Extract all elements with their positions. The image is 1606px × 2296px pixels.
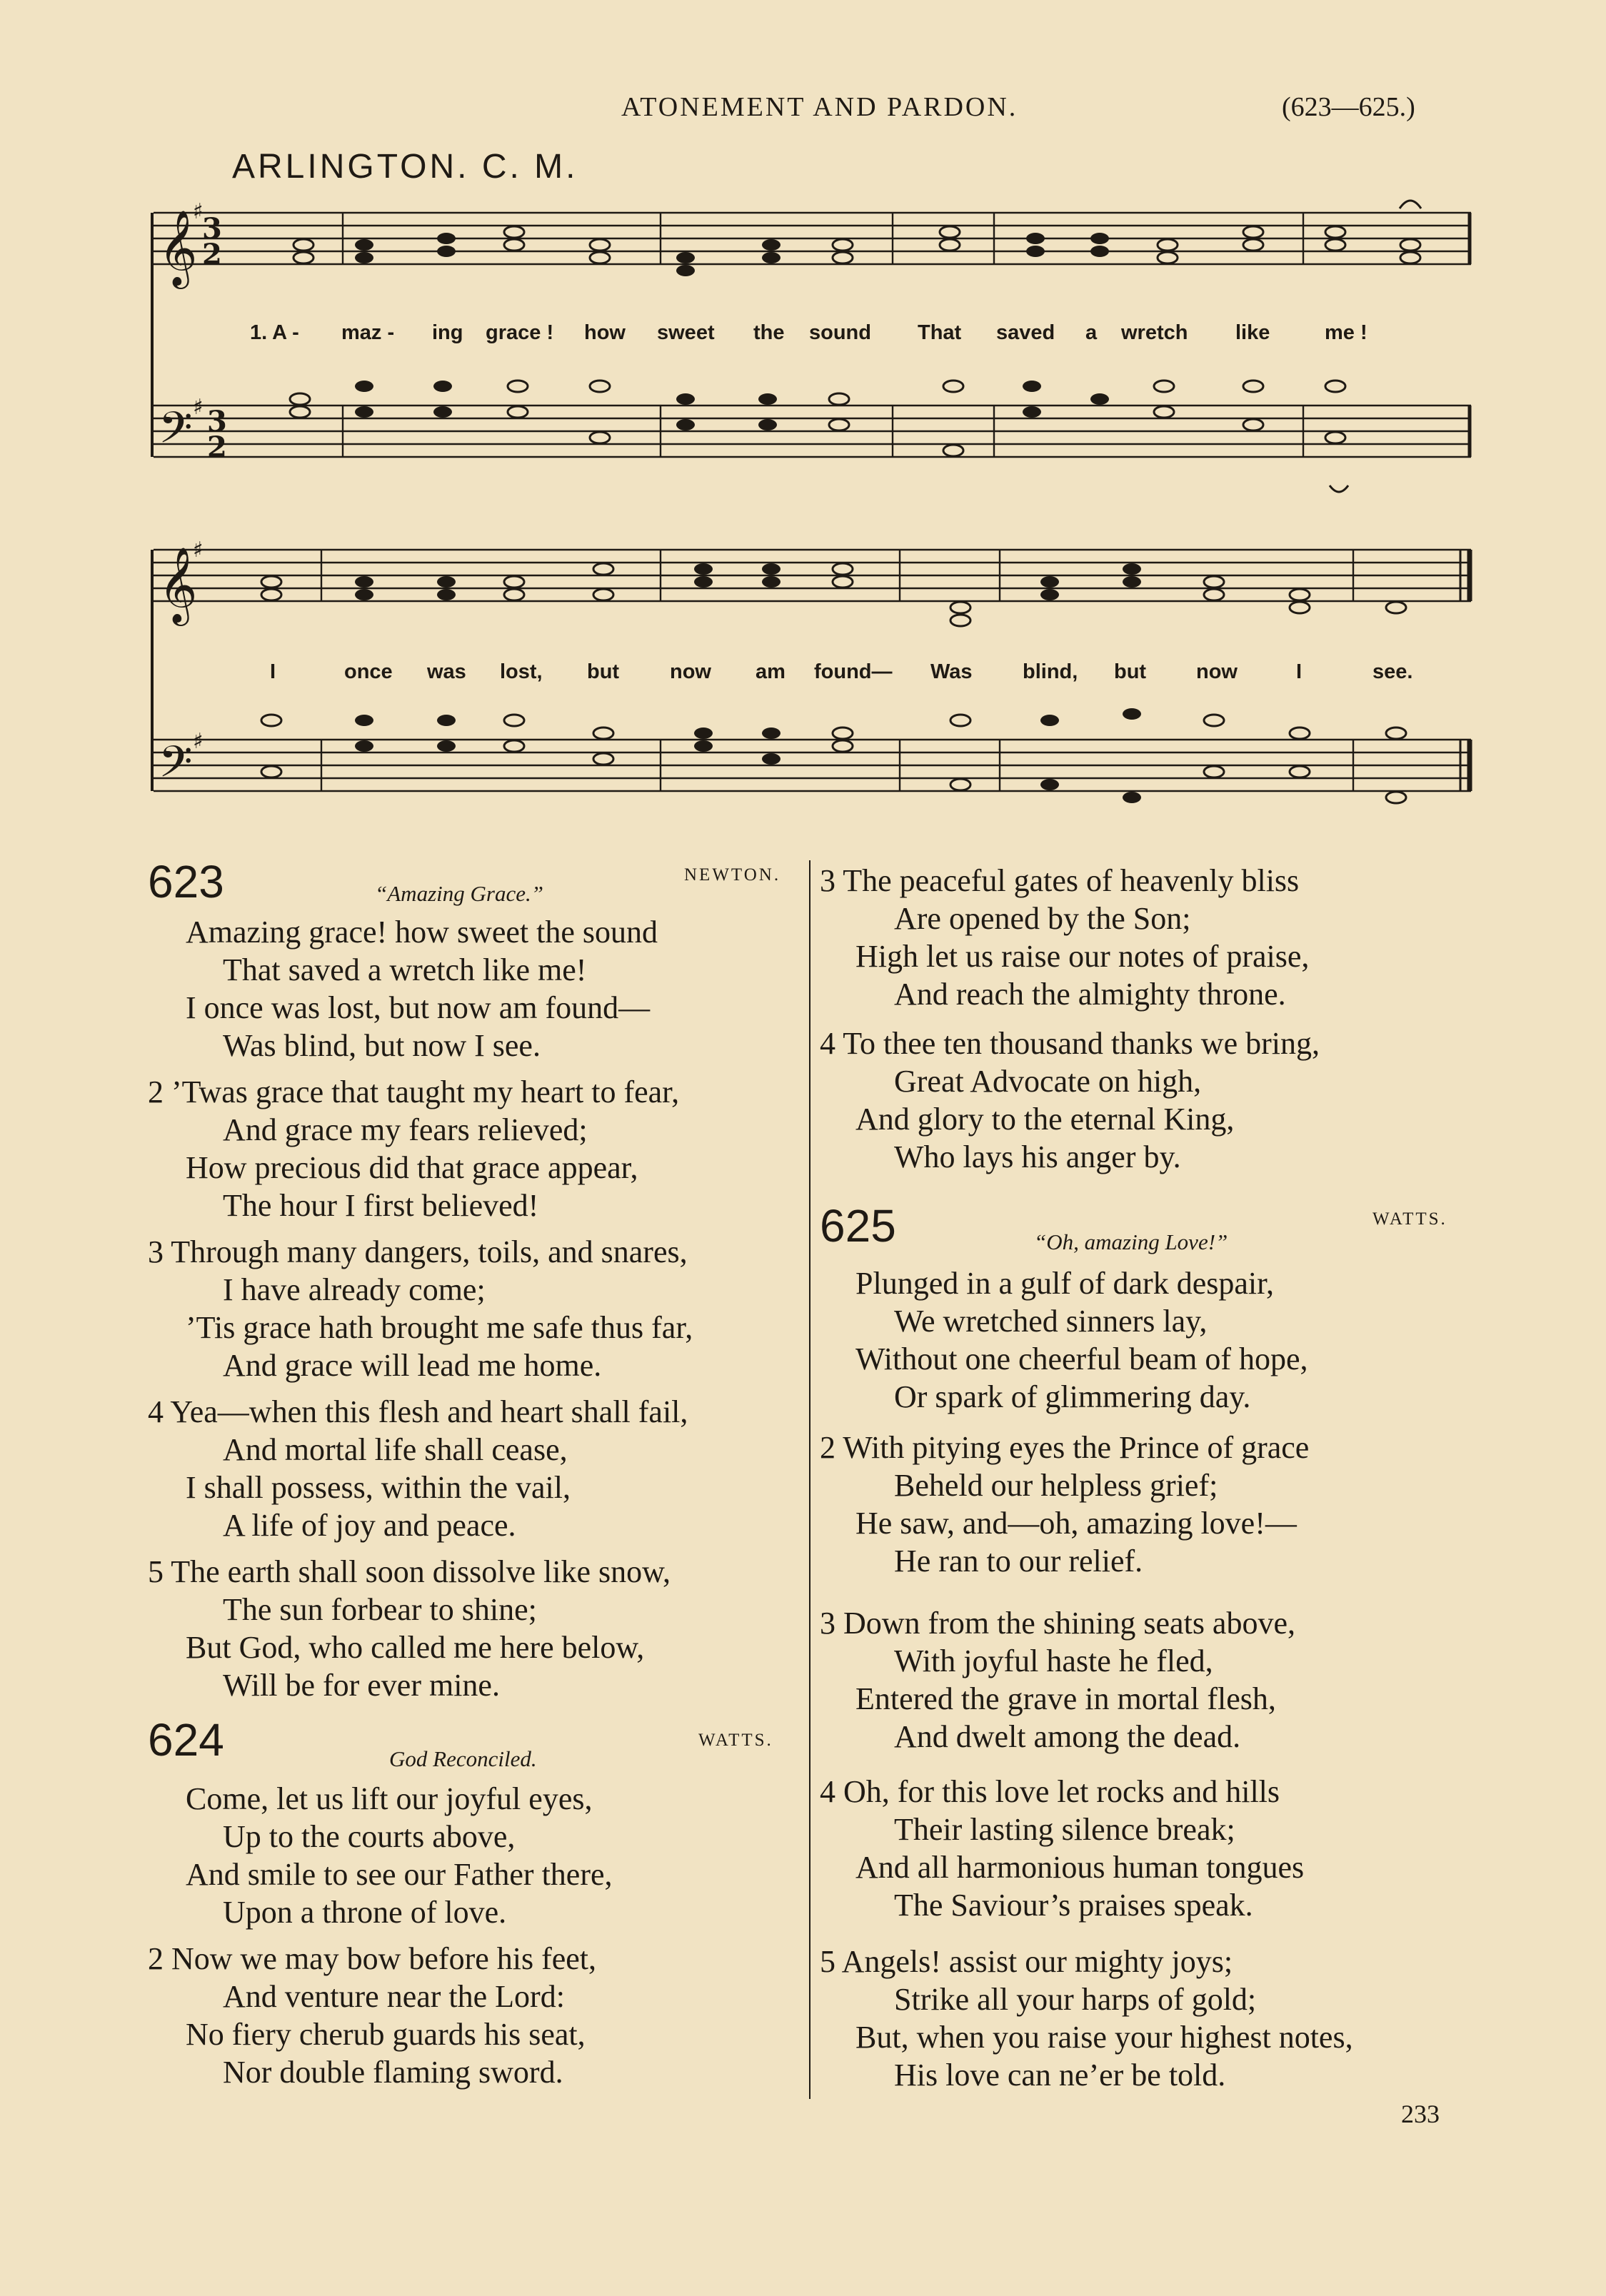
hymn-number: 623 bbox=[148, 856, 224, 907]
svg-text:𝄢: 𝄢 bbox=[159, 737, 193, 798]
verse-line: Are opened by the Son; bbox=[894, 901, 1191, 936]
verse-line: I once was lost, but now am found— bbox=[186, 990, 651, 1025]
lyric-syllable: ing bbox=[432, 321, 463, 344]
verse-line: We wretched sinners lay, bbox=[894, 1304, 1208, 1339]
verse-line: But, when you raise your highest notes, bbox=[855, 2020, 1353, 2055]
lyric-syllable: wretch bbox=[1121, 321, 1188, 344]
lyric-syllable: I bbox=[270, 660, 276, 683]
svg-text:𝄞: 𝄞 bbox=[159, 546, 198, 623]
verse-line: No fiery cherub guards his seat, bbox=[186, 2017, 586, 2052]
lyric-syllable: now bbox=[1196, 660, 1238, 683]
verse-line: How precious did that grace appear, bbox=[186, 1150, 638, 1185]
verse-line: Their lasting silence break; bbox=[894, 1812, 1235, 1847]
lyric-syllable: 1. A - bbox=[250, 321, 299, 344]
page-range: (623—625.) bbox=[1282, 92, 1415, 122]
verse-line: He saw, and—oh, amazing love!— bbox=[855, 1506, 1297, 1541]
verse-line: Come, let us lift our joyful eyes, bbox=[186, 1781, 593, 1816]
verse-line: 5 The earth shall soon dissolve like snow, bbox=[148, 1554, 671, 1589]
lyric-syllable: once bbox=[344, 660, 393, 683]
lyric-syllable: sound bbox=[809, 321, 871, 344]
svg-text:3: 3 bbox=[202, 212, 222, 246]
page-number: 233 bbox=[1401, 2100, 1440, 2128]
verse-line: But God, who called me here below, bbox=[186, 1630, 645, 1665]
svg-text:♯: ♯ bbox=[193, 538, 204, 563]
verse-line: Plunged in a gulf of dark despair, bbox=[855, 1266, 1274, 1301]
hymn-author: WATTS. bbox=[1372, 1209, 1447, 1229]
verse-line: The sun forbear to shine; bbox=[223, 1592, 537, 1627]
verse-line: 4 Yea—when this flesh and heart shall fail, bbox=[148, 1394, 688, 1429]
verse-line: And dwelt among the dead. bbox=[894, 1719, 1241, 1754]
lyric-syllable: I bbox=[1296, 660, 1303, 683]
verse-line: Was blind, but now I see. bbox=[223, 1028, 541, 1063]
verse-line: 4 To thee ten thousand thanks we bring, bbox=[820, 1026, 1320, 1061]
verse-line: That saved a wretch like me! bbox=[223, 952, 587, 987]
verse-line: Nor double flaming sword. bbox=[223, 2055, 563, 2090]
verse-line: Amazing grace! how sweet the sound bbox=[186, 915, 658, 950]
lyric-syllable: how bbox=[584, 321, 626, 344]
verse-line: 3 The peaceful gates of heavenly bliss bbox=[820, 863, 1300, 898]
verse-line: Up to the courts above, bbox=[223, 1819, 516, 1854]
lyric-syllable: am bbox=[756, 660, 786, 683]
svg-text:3: 3 bbox=[207, 405, 227, 438]
lyric-syllable: saved bbox=[996, 321, 1055, 344]
verse-line: ’Tis grace hath brought me safe thus far, bbox=[186, 1310, 693, 1345]
hymn-number: 624 bbox=[148, 1714, 224, 1766]
verse-line: And smile to see our Father there, bbox=[186, 1857, 613, 1892]
lyric-syllable: That bbox=[918, 321, 962, 344]
svg-text:2: 2 bbox=[207, 430, 227, 464]
hymn-subtitle: “Oh, amazing Love!” bbox=[1034, 1229, 1228, 1254]
lyric-syllable: see. bbox=[1372, 660, 1413, 683]
verse-line: The hour I first believed! bbox=[223, 1188, 539, 1223]
lyric-syllable: grace ! bbox=[486, 321, 554, 344]
verse-line: 3 Through many dangers, toils, and snares, bbox=[148, 1234, 688, 1269]
lyric-syllable: was bbox=[427, 660, 466, 683]
lyric-syllable: Was bbox=[930, 660, 973, 683]
verse-line: 2 Now we may bow before his feet, bbox=[148, 1941, 597, 1976]
svg-text:♯: ♯ bbox=[193, 395, 204, 420]
verse-line: He ran to our relief. bbox=[894, 1544, 1143, 1578]
svg-text:𝄞: 𝄞 bbox=[159, 209, 198, 286]
verse-line: Or spark of glimmering day. bbox=[894, 1379, 1251, 1414]
lyric-syllable: but bbox=[587, 660, 620, 683]
hymn-author: WATTS. bbox=[698, 1731, 773, 1750]
verse-line: High let us raise our notes of praise, bbox=[855, 939, 1310, 974]
lyric-syllable: now bbox=[670, 660, 711, 683]
column-divider bbox=[809, 860, 810, 2099]
hymn-subtitle: “Amazing Grace.” bbox=[375, 881, 543, 906]
verse-line: With joyful haste he fled, bbox=[894, 1643, 1213, 1678]
svg-text:♯: ♯ bbox=[193, 199, 204, 224]
verse-line: I shall possess, within the vail, bbox=[186, 1470, 571, 1505]
lyric-syllable: sweet bbox=[657, 321, 715, 344]
verse-line: A life of joy and peace. bbox=[223, 1508, 516, 1543]
verse-line: And glory to the eternal King, bbox=[855, 1102, 1235, 1137]
hymn-number: 625 bbox=[820, 1200, 896, 1252]
verse-line: The Saviour’s praises speak. bbox=[894, 1888, 1253, 1923]
verse-line: Without one cheerful beam of hope, bbox=[855, 1341, 1308, 1376]
verse-line: Will be for ever mine. bbox=[223, 1668, 500, 1703]
lyric-syllable: maz - bbox=[341, 321, 395, 344]
verse-line: And grace my fears relieved; bbox=[223, 1112, 588, 1147]
hymn-subtitle: God Reconciled. bbox=[389, 1746, 537, 1771]
lyric-syllable: the bbox=[753, 321, 785, 344]
lyric-syllable: me ! bbox=[1325, 321, 1367, 344]
lyric-syllable: a bbox=[1085, 321, 1098, 344]
lyric-syllable: like bbox=[1235, 321, 1270, 344]
svg-text:2: 2 bbox=[202, 238, 222, 271]
verse-line: Beheld our helpless grief; bbox=[894, 1468, 1218, 1503]
svg-text:𝄢: 𝄢 bbox=[159, 403, 193, 464]
verse-line: And mortal life shall cease, bbox=[223, 1432, 568, 1467]
verse-line: 4 Oh, for this love let rocks and hills bbox=[820, 1774, 1280, 1809]
verse-line: Who lays his anger by. bbox=[894, 1139, 1181, 1174]
running-head: ATONEMENT AND PARDON. bbox=[621, 92, 1018, 122]
hymn-author: NEWTON. bbox=[684, 865, 781, 885]
verse-line: And grace will lead me home. bbox=[223, 1348, 602, 1383]
verse-line: 2 ’Twas grace that taught my heart to fear, bbox=[148, 1074, 680, 1109]
verse-line: And all harmonious human tongues bbox=[855, 1850, 1305, 1885]
verse-line: His love can ne’er be told. bbox=[894, 2058, 1226, 2093]
lyric-syllable: blind, bbox=[1023, 660, 1078, 683]
verse-line: Great Advocate on high, bbox=[894, 1064, 1202, 1099]
verse-line: 3 Down from the shining seats above, bbox=[820, 1606, 1295, 1641]
verse-line: Entered the grave in mortal flesh, bbox=[855, 1681, 1276, 1716]
verse-line: Strike all your harps of gold; bbox=[894, 1982, 1257, 2017]
music-score bbox=[0, 0, 1606, 814]
verse-line: I have already come; bbox=[223, 1272, 486, 1307]
verse-line: 2 With pitying eyes the Prince of grace bbox=[820, 1430, 1310, 1465]
verse-line: And venture near the Lord: bbox=[223, 1979, 565, 2014]
tune-title: ARLINGTON. C. M. bbox=[232, 148, 578, 186]
lyric-syllable: lost, bbox=[500, 660, 543, 683]
verse-line: 5 Angels! assist our mighty joys; bbox=[820, 1944, 1233, 1979]
lyric-syllable: found— bbox=[814, 660, 893, 683]
lyric-syllable: but bbox=[1114, 660, 1147, 683]
verse-line: Upon a throne of love. bbox=[223, 1895, 507, 1930]
svg-text:♯: ♯ bbox=[193, 729, 204, 754]
verse-line: And reach the almighty throne. bbox=[894, 977, 1286, 1012]
